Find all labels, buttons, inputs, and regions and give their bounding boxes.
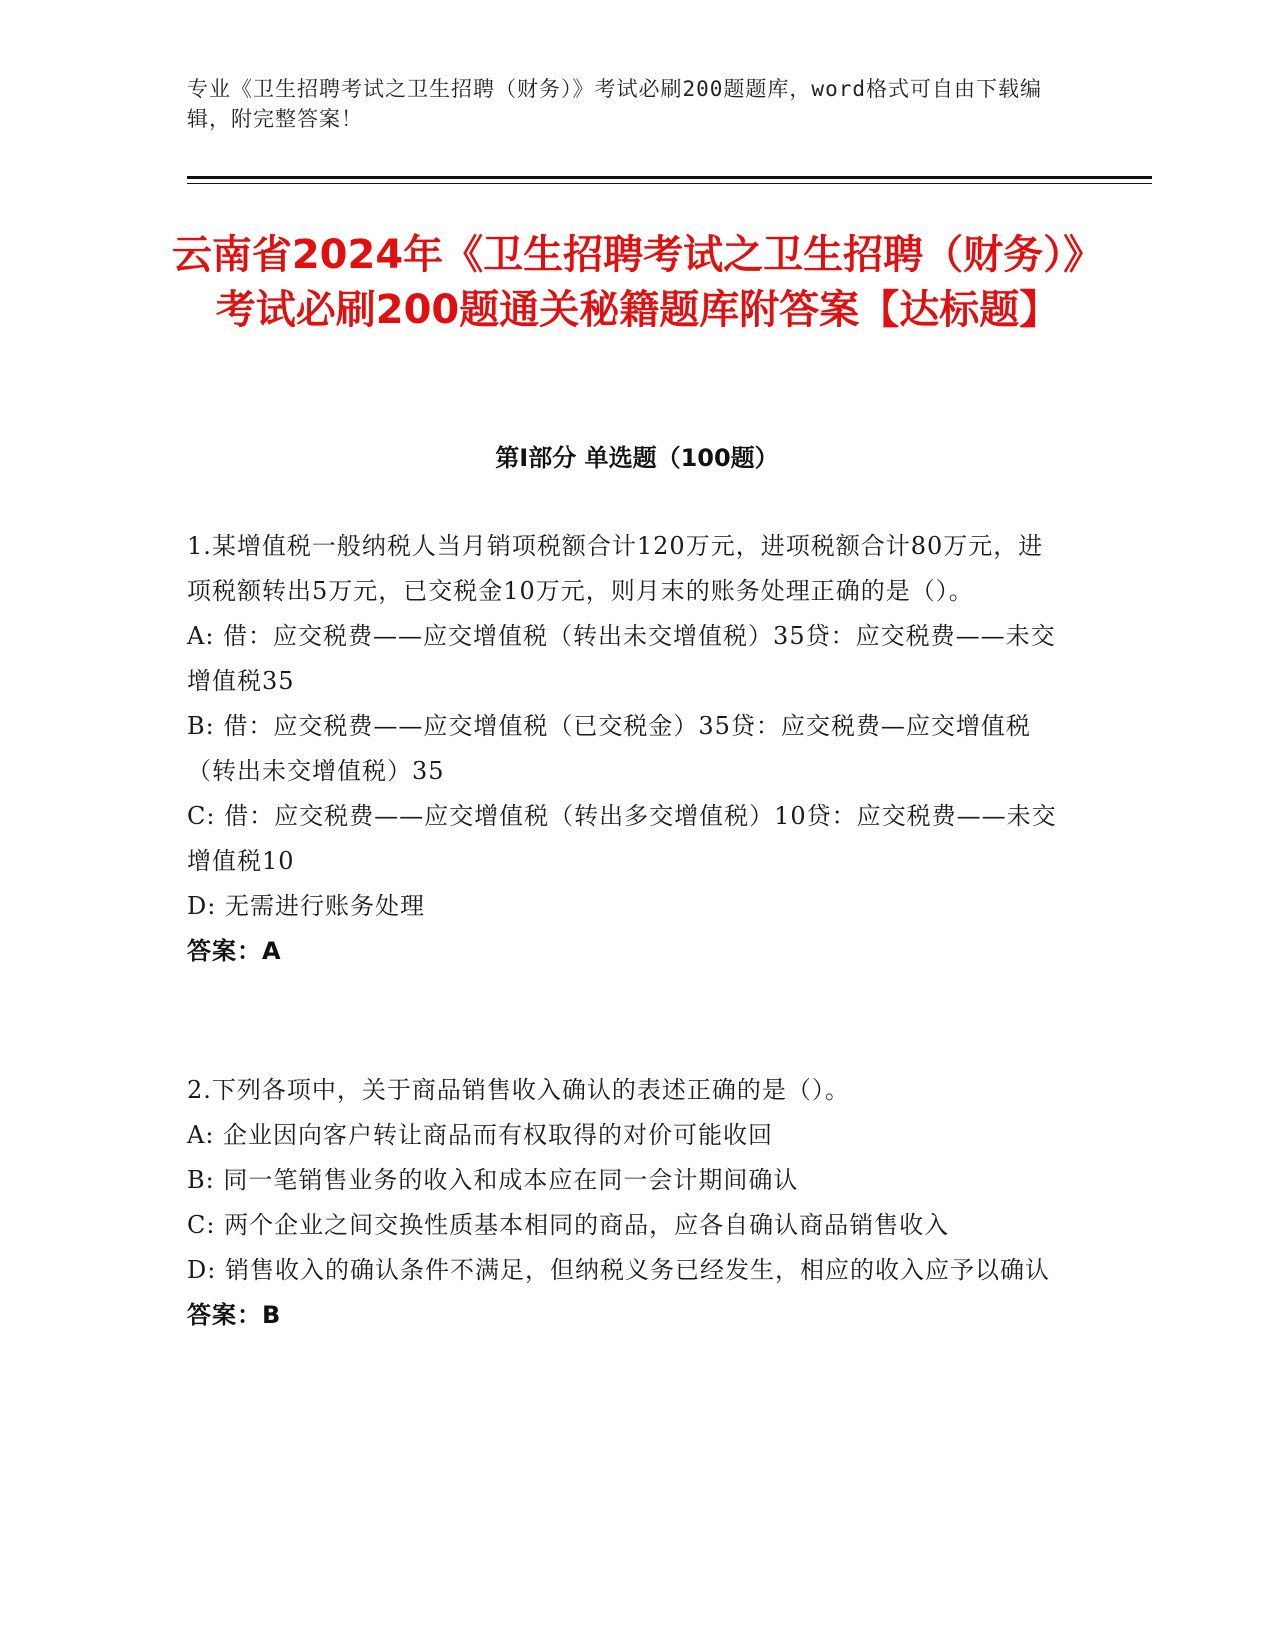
- option-b: B: 借：应交税费——应交增值税（已交税金）35贷：应交税费—应交增值税（转出未交增值税）35: [187, 712, 1031, 785]
- header-note: 专业《卫生招聘考试之卫生招聘（财务）》考试必刷200题题库，word格式可自由下载编辑，附完整答案！: [187, 77, 1042, 131]
- option-a: A: 企业因向客户转让商品而有权取得的对价可能收回: [187, 1121, 774, 1149]
- question-stem: 2.下列各项中，关于商品销售收入确认的表述正确的是（）。: [187, 1076, 850, 1104]
- option-a: A: 借：应交税费——应交增值税（转出未交增值税）35贷：应交税费——未交增值税35: [187, 622, 1056, 695]
- answer: 答案：B: [187, 1301, 282, 1329]
- header-divider-thin: [187, 183, 1152, 184]
- option-b: B: 同一笔销售业务的收入和成本应在同一会计期间确认: [187, 1166, 799, 1194]
- question-1: [187, 524, 1067, 974]
- option-d: D: 无需进行账务处理: [187, 892, 425, 920]
- option-c: C: 两个企业之间交换性质基本相同的商品，应各自确认商品销售收入: [187, 1211, 950, 1239]
- question-2: [187, 1068, 1067, 1338]
- answer: 答案：A: [187, 937, 282, 965]
- section-title: 第Ⅰ部分 单选题（100题）: [495, 444, 779, 472]
- question-stem: 1.某增值税一般纳税人当月销项税额合计120万元，进项税额合计80万元，进项税额转出5万元，已交税金10万元，则月末的账务处理正确的是（）。: [187, 532, 1044, 605]
- document-title: 云南省2024年《卫生招聘考试之卫生招聘（财务）》考试必刷200题通关秘籍题库附答案【达标题】: [171, 232, 1104, 333]
- option-d: D: 销售收入的确认条件不满足，但纳税义务已经发生，相应的收入应予以确认: [187, 1256, 1050, 1284]
- header-divider-thick: [187, 176, 1152, 179]
- option-c: C: 借：应交税费——应交增值税（转出多交增值税）10贷：应交税费——未交增值税10: [187, 802, 1057, 875]
